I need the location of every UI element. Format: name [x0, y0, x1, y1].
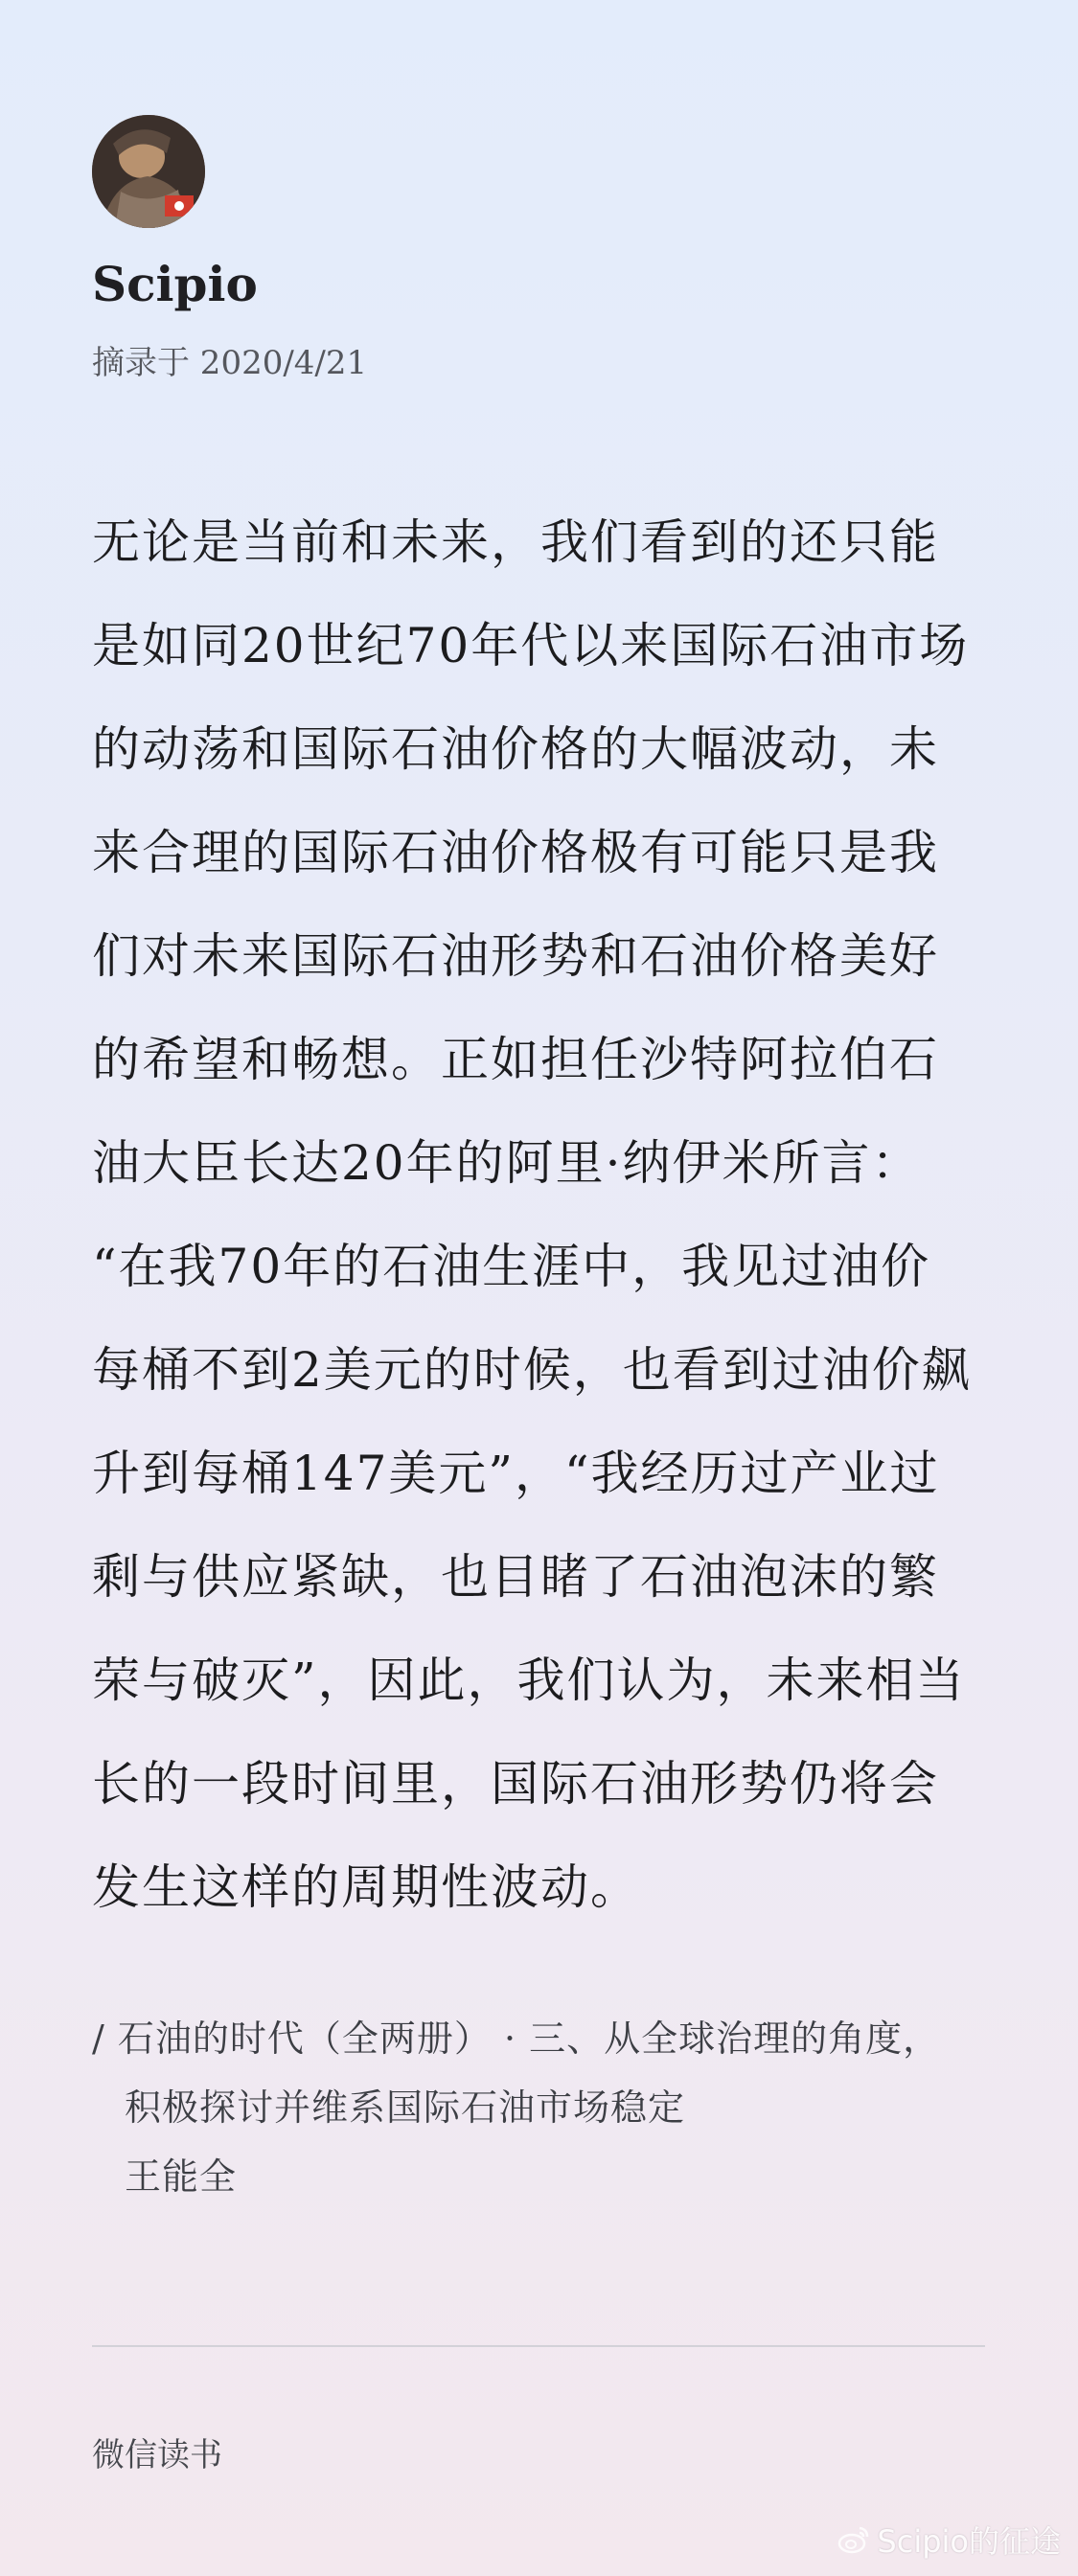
book-author: 王能全 [125, 2155, 238, 2198]
app-name: 微信读书 [92, 2436, 222, 2474]
quote-line: 们对未来国际石油形势和石油价格美好 [92, 928, 939, 984]
watermark [837, 2518, 1061, 2562]
quote-line: 的动荡和国际石油价格的大幅波动，未 [92, 721, 939, 777]
quote-line: 来合理的国际石油价格极有可能只是我 [92, 825, 939, 880]
avatar-image [92, 115, 205, 228]
avatar[interactable] [92, 115, 205, 228]
book-source[interactable] [92, 2012, 940, 2219]
quote-line: “在我70年的石油生涯中，我见过油价 [92, 1239, 931, 1294]
quote-line: 的希望和畅想。正如担任沙特阿拉伯石 [92, 1032, 939, 1087]
quote-line: 荣与破灭”，因此，我们认为，未来相当 [92, 1653, 966, 1708]
quote-line: 升到每桶147美元”，“我经历过产业过 [92, 1446, 940, 1501]
author-name[interactable]: Scipio [92, 256, 258, 312]
weibo-icon [837, 2522, 871, 2557]
divider [92, 2345, 985, 2347]
quote-line: 剩与供应紧缺，也目睹了石油泡沫的繁 [92, 1549, 939, 1605]
watermark-text: Scipio的征途 [877, 2523, 1061, 2560]
chapter-continuation: 积极探讨并维系国际石油市场稳定 [125, 2086, 686, 2129]
quote-text [92, 508, 993, 1956]
quote-line: 油大臣长达20年的阿里·纳伊米所言： [92, 1135, 922, 1191]
book-title-chapter: / 石油的时代（全两册） · 三、从全球治理的角度， [92, 2017, 941, 2060]
quote-line: 发生这样的周期性波动。 [92, 1859, 640, 1915]
excerpt-date: 摘录于 2020/4/21 [92, 344, 368, 382]
quote-line: 每桶不到2美元的时候，也看到过油价飙 [92, 1342, 972, 1398]
quote-line: 是如同20世纪70年代以来国际石油市场 [92, 618, 970, 673]
quote-line: 无论是当前和未来，我们看到的还只能 [92, 514, 939, 570]
quote-line: 长的一段时间里，国际石油形势仍将会 [92, 1756, 939, 1812]
